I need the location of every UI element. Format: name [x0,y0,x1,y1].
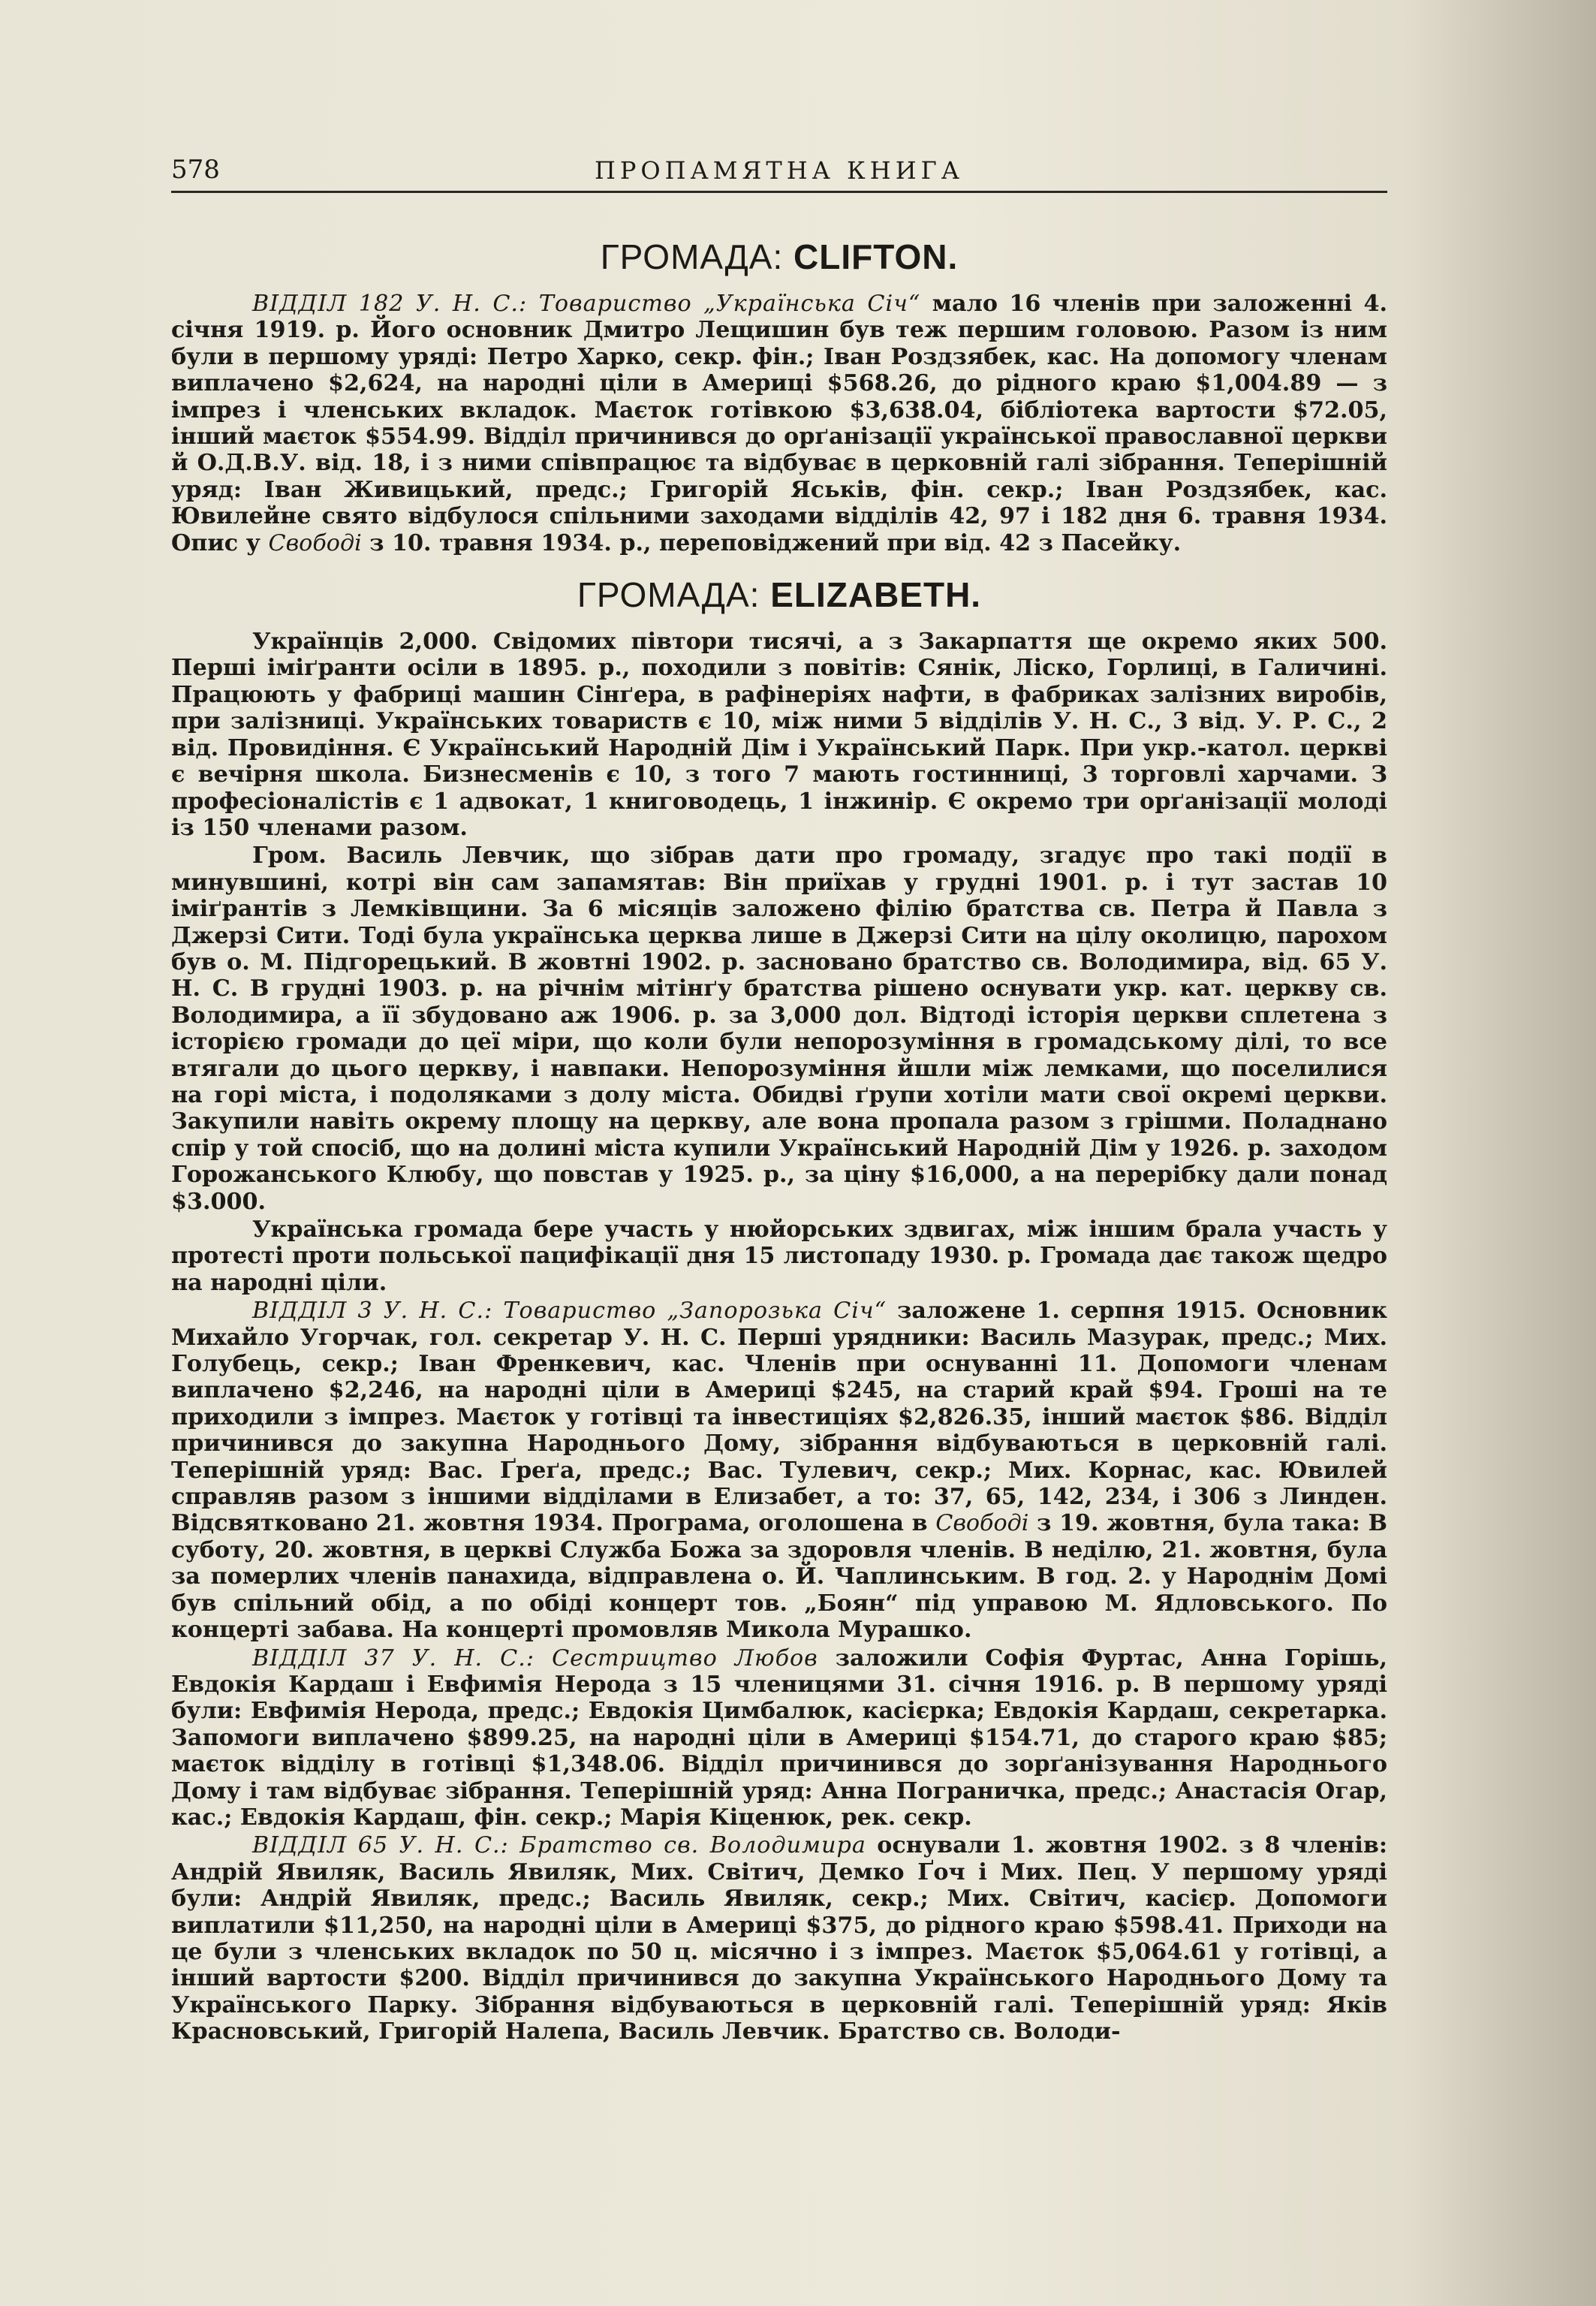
section-title-prefix: ГРОМАДА: [600,237,784,276]
paragraph-text: Гром. Василь Левчик, що зібрав дати про громаду, згадує про такі події в минувшині, котрі він сам запамятав: Він приїхав у грудні 1901. р. і тут застав 10 іміґрантів з Лемківщини. За 6 місяців заложено філію братства св. Петра й Павла з Джерзі Сити. Тоді була українська церква лише в Джерзі Сити на цілу околицю, парохом був о. М. Підгорецький. В жовтні 1902. р. засновано братство св. Володимира, від. 65 У. Н. С. В грудні 1903. р. на річнім мітінґу братства рішено оснувати укр. кат. церкву св. Володимира, а її збудовано аж 1906. р. за 3,000 дол. Відтоді історія церкви сплетена з історією громади до цеї міри, що коли були непорозуміння в громадському ділі, то все втягали до цього церкву, і навпаки. Непорозуміння йшли між лемками, що поселилися на горі міста, і подоляками з долу міста. Обидві ґрупи хотіли мати свої окремі церкви. Закупили навіть окрему площу на церкву, але вона пропала разом з грішми. Поладнано спір у той спосіб, що на долині міста купили Український Народній Дім у 1926. р. заходом Горожанського Клюбу, що повстав у 1925. р., за ціну $16,000, а на перерібку дали понад $3.000. [171,843,1387,1215]
book-page [171,143,1387,2045]
paragraph-text: мало 16 членів при заложенні 4. січня 1919. р. Його основник Дмитро Лещишин був теж першим головою. Разом із ним були в першому уряді: Петро Харко, секр. фін.; Іван Роздзябек, кас. На допомогу членам виплачено $2,624, на народні ціли в Америці $568.26, до рідного краю $1,004.89 — з імпрез і членських вкладок. Маєток готівкою $3,638.04, бібліотека вартости $72.05, інший маєток $554.99. Відділ причинився до орґанізації української православної церкви й О.Д.В.У. від. 18, і з ними співпрацює та відбуває в церковній галі зібрання. Теперішній уряд: Іван Живицький, предс.; Григорій Яськів, фін. секр.; Іван Роздзябек, кас. Ювилейне свято відбулося спільними заходами відділів 42, 97 і 182 дня 6. травня 1934. Опис у [171,291,1387,556]
paragraph-text: Українців 2,000. Свідомих півтори тисячі, а з Закарпаття ще окремо яких 500. Перші іміґранти осіли в 1895. р., походили з повітів: Сянік, Ліско, Горлиці, в Галичині. Працюють у фабриці машин Сінґера, в рафінеріях нафти, в фабриках залізних виробів, при залізниці. Українських товариств є 10, між ними 5 відділів У. Н. С., 3 від. У. Р. С., 2 від. Провидіння. Є Український Народній Дім і Український Парк. При укр.-катол. церкві є вечірня школа. Бизнесменів є 10, з того 7 мають гостинниці, 3 торговлі харчами. З професіоналістів є 1 адвокат, 1 книговодець, 1 інжинір. Є окремо три орґанізації молоді із 150 членами разом. [171,628,1387,841]
branch-lead: ВІДДІЛ 65 У. Н. С.: Братство св. Володимира [252,1832,866,1859]
paragraph [171,1645,1387,1831]
section-title-clifton [171,237,1387,277]
page-header [171,143,1387,193]
paragraph [171,1298,1387,1643]
branch-lead: ВІДДІЛ 37 У. Н. С.: Сестрицтво Любов [252,1644,818,1671]
paragraph [171,291,1387,556]
branch-lead: ВІДДІЛ 182 У. Н. С.: Товариство „Українська Січ“ [252,291,921,317]
newspaper-name: Свободі [268,529,362,556]
running-title: ПРОПАМЯТНА КНИГА [594,156,965,185]
section-title-prefix: ГРОМАДА: [577,575,760,615]
paragraph-text: оснували 1. жовтня 1902. з 8 членів: Андрій Явиляк, Василь Явиляк, Мих. Світич, Демко Ґоч і Мих. Пец. У першому уряді були: Андрій Явиляк, предс.; Василь Явиляк, секр.; Мих. Світич, касієр. Допомоги виплатили $11,250, на народні ціли в Америці $375, до рідного краю $598.41. Приходи на це були з членських вкладок по 50 ц. місячно і з імпрез. Маєток $5,064.61 у готівці, а інший вартости $200. Відділ причинився до закупна Українського Народнього Дому та Українського Парку. Зібрання відбуваються в церковній галі. Теперішній уряд: Яків Красновський, Григорій Налепа, Василь Левчик. Братство св. Володи- [171,1832,1387,2045]
page-number: 578 [171,155,220,185]
paragraph [171,628,1387,841]
paragraph-tail: з 19. жовтня, була така: В суботу, 20. жовтня, в церкві Служба Божа за здоровля членів. В неділю, 21. жовтня, була за померлих членів панахида, відправлена о. Й. Чаплинським. В год. 2. у Народнім Домі був спільний обід, а по обіді концерт тов. „Боян“ під управою М. Ядловського. По концерті забава. На концерті промовляв Микола Мурашко. [171,1510,1387,1644]
section-title-place: ELIZABETH. [770,575,982,615]
paragraph [171,843,1387,1215]
paragraph [171,1216,1387,1296]
paragraph-tail: з 10. травня 1934. р., переповіджений при від. 42 з Пасейку. [361,529,1182,556]
paragraph-text: заложене 1. серпня 1915. Основник Михайло Угорчак, гол. секретар У. Н. С. Перші урядники: Василь Мазурак, предс.; Мих. Голубець, секр.; Іван Френкевич, кас. Членів при оснуванні 11. Допомоги членам виплачено $2,246, на народні ціли в Америці $245, на старий край $94. Гроші на те приходили з імпрез. Маєток у готівці та інвестиціях $2,826.35, інший маєток $86. Відділ причинився до закупна Народнього Дому, зібрання відбуваються в церковній галі. Теперішній уряд: Вас. Ґреґа, предс.; Вас. Тулевич, секр.; Мих. Корнас, кас. Ювилей справляв разом з іншими відділами в Елизабет, а то: 37, 65, 142, 234, і 306 з Линден. Відсвятковано 21. жовтня 1934. Програма, оголошена в [171,1298,1387,1537]
section-title-place: CLIFTON. [793,237,959,276]
branch-lead: ВІДДІЛ 3 У. Н. С.: Товариство „Запорозька Січ“ [252,1298,887,1325]
paragraph [171,1832,1387,2045]
section-title-elizabeth [171,574,1387,615]
paragraph-text: Українська громада бере участь у нюйорських здвигах, між іншим брала участь у протесті проти польської пацифікації дня 15 листопаду 1930. р. Громада дає також щедро на народні ціли. [171,1216,1387,1296]
paragraph-text: заложили Софія Фуртас, Анна Горішь, Евдокія Кардаш і Евфимія Нерода з 15 членицями 31. січня 1916. р. В першому уряді були: Евфимія Нерода, предс.; Евдокія Цимбалюк, касієрка; Евдокія Кардаш, секретарка. Запомоги виплачено $899.25, на народні ціли в Америці $154.71, до старого краю $85; маєток відділу в готівці $1,348.06. Відділ причинився до зорґанізування Народнього Дому і там відбуває зібрання. Теперішній уряд: Анна Пограничка, предс.; Анастасія Огар, кас.; Евдокія Кардаш, фін. секр.; Марія Кіценюк, рек. секр. [171,1644,1387,1831]
newspaper-name: Свободі [935,1510,1029,1537]
